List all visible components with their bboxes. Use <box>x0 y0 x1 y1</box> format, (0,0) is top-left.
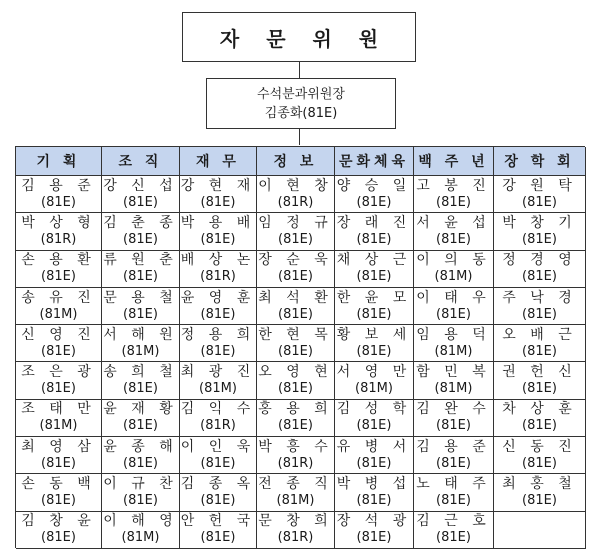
member-cell <box>102 362 180 399</box>
member-class: (81E) <box>356 231 392 247</box>
member-name: 류 원 춘 <box>103 252 178 269</box>
member-class: (81E) <box>356 418 392 434</box>
member-name: 김 용 준 <box>416 438 491 455</box>
member-class: (81M) <box>39 418 78 434</box>
member-class: (81E) <box>123 194 158 210</box>
member-name: 강 신 섭 <box>103 177 178 194</box>
member-cell <box>335 437 414 474</box>
member-cell <box>180 176 257 213</box>
member-cell <box>16 362 102 399</box>
member-class: (81E) <box>522 493 557 509</box>
member-cell <box>414 288 494 325</box>
member-class: (81E) <box>278 269 313 285</box>
member-cell <box>180 474 257 511</box>
member-name: 최 석 환 <box>258 289 333 306</box>
member-name: 신 동 진 <box>502 438 577 455</box>
member-cell <box>180 325 257 362</box>
member-class: (81E) <box>200 306 236 322</box>
member-cell <box>414 474 494 511</box>
member-cell <box>494 400 586 437</box>
member-class: (81E) <box>123 418 158 434</box>
member-cell <box>335 288 414 325</box>
member-name: 채 상 근 <box>336 252 412 269</box>
member-cell <box>494 362 586 399</box>
member-class: (81E) <box>278 381 313 397</box>
member-name: 서 윤 섭 <box>416 214 491 231</box>
member-class: (81M) <box>434 381 473 397</box>
member-name: 서 영 만 <box>336 364 412 381</box>
member-name: 최 광 진 <box>180 364 256 381</box>
member-name: 윤 영 훈 <box>180 289 256 306</box>
member-name: 손 용 환 <box>21 252 96 269</box>
member-name: 황 보 세 <box>336 326 412 343</box>
member-cell <box>16 437 102 474</box>
member-name: 임 정 규 <box>258 214 333 231</box>
member-class: (81E) <box>123 455 158 471</box>
connector-line <box>299 129 300 145</box>
member-class: (81M) <box>121 530 160 546</box>
member-name: 김 창 윤 <box>21 513 96 530</box>
member-cell <box>102 474 180 511</box>
member-class: (81R) <box>40 231 77 247</box>
member-cell <box>102 400 180 437</box>
member-name: 고 봉 진 <box>416 177 491 194</box>
member-cell <box>16 288 102 325</box>
member-class: (81R) <box>277 530 314 546</box>
column-header: 장 학 회 <box>494 147 586 176</box>
member-cell <box>180 213 257 250</box>
member-name: 최 홍 철 <box>502 476 577 493</box>
member-name: 문 용 철 <box>103 289 178 306</box>
column-header: 백 주 년 <box>414 147 494 176</box>
member-cell <box>414 512 494 549</box>
member-class: (81E) <box>436 231 471 247</box>
member-cell <box>414 325 494 362</box>
member-class: (81E) <box>522 455 557 471</box>
member-class: (81M) <box>39 306 78 322</box>
member-name: 김 종 옥 <box>180 476 256 493</box>
member-cell <box>102 325 180 362</box>
member-name: 박 흥 수 <box>258 438 333 455</box>
member-class: (81E) <box>41 269 76 285</box>
member-class: (81E) <box>356 493 392 509</box>
chair-box <box>206 78 396 129</box>
member-name: 최 영 삼 <box>21 438 96 455</box>
member-class: (81E) <box>522 381 557 397</box>
member-cell <box>257 437 335 474</box>
member-name: 서 해 원 <box>103 326 178 343</box>
member-cell <box>16 213 102 250</box>
member-cell <box>335 176 414 213</box>
member-cell <box>414 362 494 399</box>
member-class: (81E) <box>522 231 557 247</box>
member-cell <box>257 362 335 399</box>
member-cell <box>180 288 257 325</box>
member-class: (81E) <box>41 381 76 397</box>
member-name: 이 인 욱 <box>180 438 256 455</box>
member-class: (81E) <box>356 343 392 359</box>
member-class: (81R) <box>277 194 314 210</box>
member-class: (81E) <box>436 194 471 210</box>
member-name: 주 낙 경 <box>502 289 577 306</box>
member-name: 양 승 일 <box>336 177 412 194</box>
member-class: (81E) <box>278 306 313 322</box>
member-class: (81E) <box>123 493 158 509</box>
member-class: (81E) <box>522 418 557 434</box>
member-class: (81R) <box>277 455 314 471</box>
member-name: 김 용 준 <box>21 177 96 194</box>
column-header: 문화체육 <box>335 147 414 176</box>
member-name: 조 은 광 <box>21 364 96 381</box>
member-cell <box>102 213 180 250</box>
chair-name: 김종화(81E) <box>264 105 338 121</box>
member-class: (81E) <box>123 269 158 285</box>
member-cell <box>257 325 335 362</box>
member-name: 윤 재 황 <box>103 401 178 418</box>
member-cell <box>102 437 180 474</box>
member-name: 김 성 학 <box>336 401 412 418</box>
member-cell <box>180 512 257 549</box>
member-cell <box>16 176 102 213</box>
member-cell <box>102 288 180 325</box>
member-name: 박 용 배 <box>180 214 256 231</box>
column-header: 정 보 <box>257 147 335 176</box>
member-name: 한 현 목 <box>258 326 333 343</box>
member-class: (81E) <box>436 530 471 546</box>
member-cell <box>335 512 414 549</box>
member-cell <box>414 400 494 437</box>
member-class: (81E) <box>200 231 236 247</box>
member-name: 이 의 동 <box>416 252 491 269</box>
member-name: 권 헌 신 <box>502 364 577 381</box>
member-cell <box>257 176 335 213</box>
page-title: 자 문 위 원 <box>182 12 416 62</box>
member-cell <box>414 251 494 288</box>
member-cell <box>494 213 586 250</box>
member-class: (81E) <box>278 418 313 434</box>
member-class: (81E) <box>436 493 471 509</box>
member-name: 유 병 서 <box>336 438 412 455</box>
member-name: 윤 종 해 <box>103 438 178 455</box>
member-name: 오 영 현 <box>258 364 333 381</box>
member-class: (81E) <box>522 343 557 359</box>
chair-role: 수석분과위원장 <box>257 86 345 102</box>
member-name: 강 원 탁 <box>502 177 577 194</box>
member-class: (81E) <box>123 306 158 322</box>
member-name: 장 래 진 <box>336 214 412 231</box>
member-cell <box>102 251 180 288</box>
member-name: 신 영 진 <box>21 326 96 343</box>
member-class: (81M) <box>434 269 473 285</box>
member-cell <box>414 213 494 250</box>
member-class: (81E) <box>41 194 76 210</box>
member-name: 한 윤 모 <box>336 289 412 306</box>
empty-cell <box>494 512 586 549</box>
member-name: 김 완 수 <box>416 401 491 418</box>
member-name: 이 태 우 <box>416 289 491 306</box>
member-name: 노 태 주 <box>416 476 491 493</box>
member-class: (81E) <box>200 343 236 359</box>
member-class: (81M) <box>434 343 473 359</box>
member-class: (81E) <box>200 493 236 509</box>
member-class: (81M) <box>355 381 393 397</box>
member-cell <box>257 288 335 325</box>
member-class: (81E) <box>356 455 392 471</box>
member-cell <box>494 325 586 362</box>
member-cell <box>16 251 102 288</box>
member-name: 박 병 섭 <box>336 476 412 493</box>
member-class: (81R) <box>200 269 236 285</box>
member-name: 안 헌 국 <box>180 513 256 530</box>
member-cell <box>16 474 102 511</box>
member-name: 박 상 형 <box>21 214 96 231</box>
member-name: 이 해 영 <box>103 513 178 530</box>
column-header: 기 획 <box>16 147 102 176</box>
member-class: (81E) <box>278 343 313 359</box>
member-class: (81E) <box>356 306 392 322</box>
member-name: 송 희 철 <box>103 364 178 381</box>
member-cell <box>335 325 414 362</box>
member-name: 김 익 수 <box>180 401 256 418</box>
member-class: (81E) <box>356 530 392 546</box>
member-cell <box>102 176 180 213</box>
member-name: 박 창 기 <box>502 214 577 231</box>
column-header: 조 직 <box>102 147 180 176</box>
member-class: (81M) <box>199 381 237 397</box>
member-cell <box>257 251 335 288</box>
member-cell <box>102 512 180 549</box>
member-class: (81E) <box>278 231 313 247</box>
member-class: (81E) <box>356 194 392 210</box>
member-cell <box>257 474 335 511</box>
member-class: (81R) <box>200 418 236 434</box>
member-cell <box>180 362 257 399</box>
member-cell <box>335 362 414 399</box>
column-header: 재 무 <box>180 147 257 176</box>
member-cell <box>414 176 494 213</box>
member-class: (81E) <box>200 194 236 210</box>
member-name: 이 현 창 <box>258 177 333 194</box>
member-name: 문 창 희 <box>258 513 333 530</box>
member-name: 정 용 희 <box>180 326 256 343</box>
member-cell <box>257 512 335 549</box>
member-cell <box>494 288 586 325</box>
member-cell <box>494 474 586 511</box>
member-class: (81E) <box>200 530 236 546</box>
member-class: (81E) <box>522 306 557 322</box>
member-cell <box>335 474 414 511</box>
member-class: (81E) <box>200 455 236 471</box>
member-name: 김 춘 종 <box>103 214 178 231</box>
member-class: (81M) <box>121 343 160 359</box>
member-cell <box>180 251 257 288</box>
member-cell <box>494 176 586 213</box>
member-name: 함 민 복 <box>416 364 491 381</box>
member-name: 조 태 만 <box>21 401 96 418</box>
member-class: (81E) <box>436 455 471 471</box>
member-name: 이 규 찬 <box>103 476 178 493</box>
member-name: 차 상 훈 <box>502 401 577 418</box>
member-cell <box>180 437 257 474</box>
member-cell <box>180 400 257 437</box>
member-class: (81E) <box>522 269 557 285</box>
member-name: 강 현 재 <box>180 177 256 194</box>
member-name: 오 배 근 <box>502 326 577 343</box>
member-name: 홍 용 희 <box>258 401 333 418</box>
member-name: 송 유 진 <box>21 289 96 306</box>
member-cell <box>257 400 335 437</box>
member-name: 전 종 직 <box>258 476 333 493</box>
member-cell <box>494 437 586 474</box>
member-class: (81E) <box>436 306 471 322</box>
member-cell <box>335 213 414 250</box>
member-name: 장 석 광 <box>336 513 412 530</box>
member-cell <box>16 512 102 549</box>
member-class: (81E) <box>522 194 557 210</box>
member-cell <box>16 325 102 362</box>
member-class: (81E) <box>436 418 471 434</box>
member-name: 임 용 덕 <box>416 326 491 343</box>
member-cell <box>257 213 335 250</box>
member-name: 김 근 호 <box>416 513 491 530</box>
member-cell <box>494 251 586 288</box>
member-name: 배 상 논 <box>180 252 256 269</box>
member-class: (81E) <box>41 530 76 546</box>
connector-line <box>299 62 300 78</box>
member-cell <box>414 437 494 474</box>
member-class: (81E) <box>41 343 76 359</box>
member-cell <box>335 251 414 288</box>
member-class: (81E) <box>41 455 76 471</box>
member-class: (81E) <box>123 381 158 397</box>
member-class: (81E) <box>123 231 158 247</box>
member-cell <box>16 400 102 437</box>
member-name: 정 경 영 <box>502 252 577 269</box>
member-class: (81E) <box>41 493 76 509</box>
member-class: (81E) <box>356 269 392 285</box>
advisor-table <box>15 146 585 548</box>
member-cell <box>335 400 414 437</box>
member-name: 장 순 욱 <box>258 252 333 269</box>
member-name: 손 동 백 <box>21 476 96 493</box>
member-class: (81M) <box>276 493 315 509</box>
